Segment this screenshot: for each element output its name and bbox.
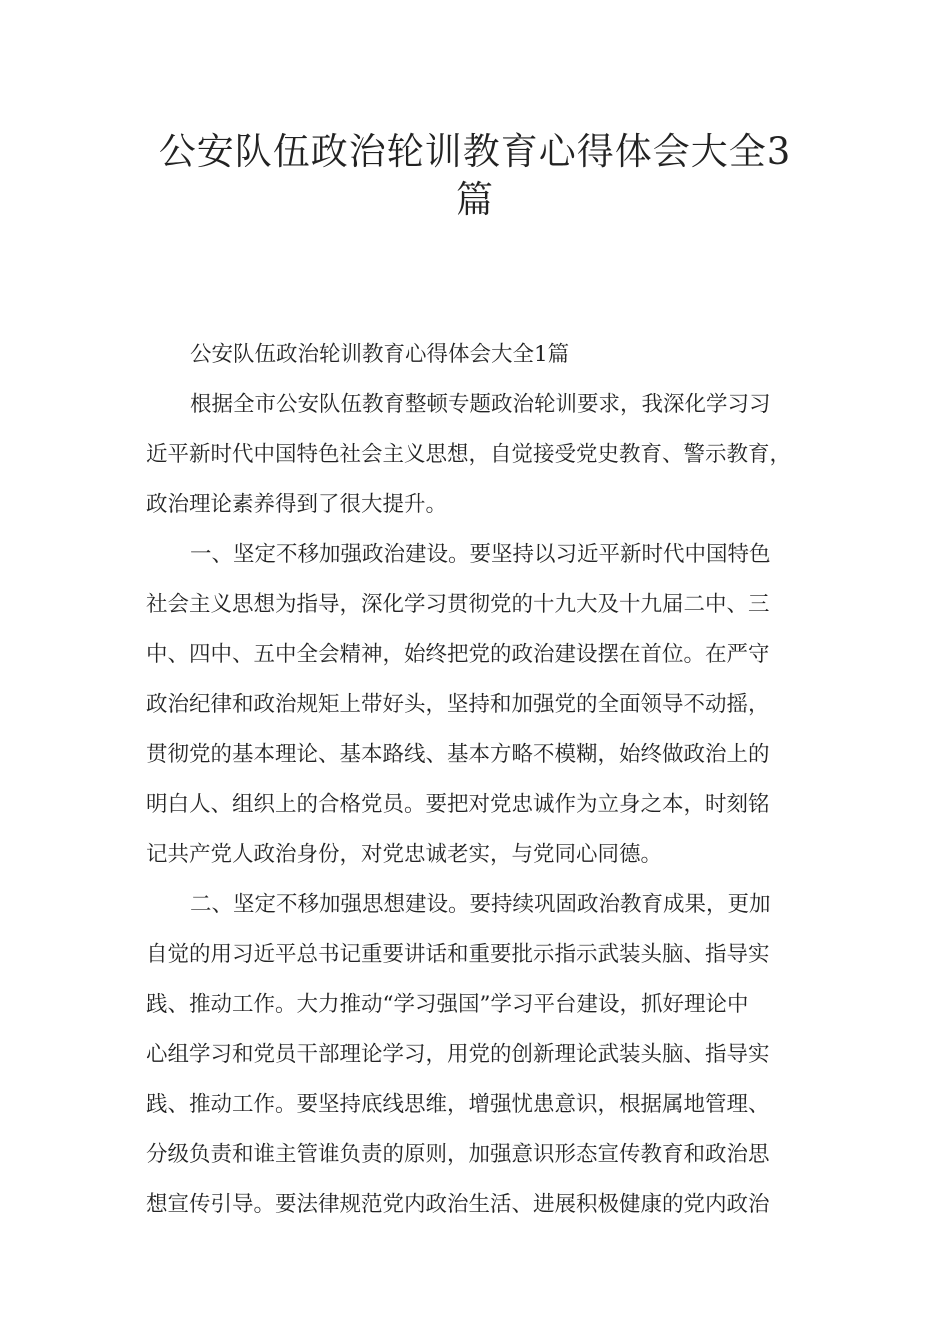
document-title [140,128,810,224]
text-line: 政治理论素养得到了很大提升。 [146,492,448,517]
text-line: 明白人、组织上的合格党员。要把对党忠诚作为立身之本，时刻铭 [146,792,770,817]
title-line: 篇 [456,178,494,221]
text-line: 记共产党人政治身份，对党忠诚老实，与党同心同德。 [146,842,663,867]
text-line: 自觉的用习近平总书记重要讲话和重要批示指示武装头脑、指导实 [146,942,770,967]
text-line: 近平新时代中国特色社会主义思想，自觉接受党史教育、警示教育， [146,442,792,467]
text-line: 想宣传引导。要法律规范党内政治生活、进展积极健康的党内政治 [146,1192,770,1217]
document-body [146,330,816,1230]
text-line: 根据全市公安队伍教育整顿专题政治轮训要求，我深化学习习 [190,392,771,417]
intro-paragraph [146,380,816,530]
text-line: 践、推动工作。大力推动“学习强国”学习平台建设，抓好理论中 [146,992,749,1017]
point-one-paragraph [146,530,816,880]
text-line: 中、四中、五中全会精神，始终把党的政治建设摆在首位。在严守 [146,642,770,667]
title-line: 公安队伍政治轮训教育心得体会大全3 [158,130,792,173]
text-line: 社会主义思想为指导，深化学习贯彻党的十九大及十九届二中、三 [146,592,770,617]
point-two-paragraph [146,880,816,1230]
text-line: 政治纪律和政治规矩上带好头，坚持和加强党的全面领导不动摇， [146,692,770,717]
text-line: 心组学习和党员干部理论学习，用党的创新理论武装头脑、指导实 [146,1042,770,1067]
text-line: 贯彻党的基本理论、基本路线、基本方略不模糊，始终做政治上的 [146,742,770,767]
text-line: 公安队伍政治轮训教育心得体会大全1篇 [190,342,570,367]
text-line: 践、推动工作。要坚持底线思维，增强忧患意识，根据属地管理、 [146,1092,770,1117]
section-heading-paragraph [146,330,816,380]
text-line: 分级负责和谁主管谁负责的原则，加强意识形态宣传教育和政治思 [146,1142,770,1167]
text-line: 一、坚定不移加强政治建设。要坚持以习近平新时代中国特色 [190,542,771,567]
text-line: 二、坚定不移加强思想建设。要持续巩固政治教育成果，更加 [190,892,771,917]
